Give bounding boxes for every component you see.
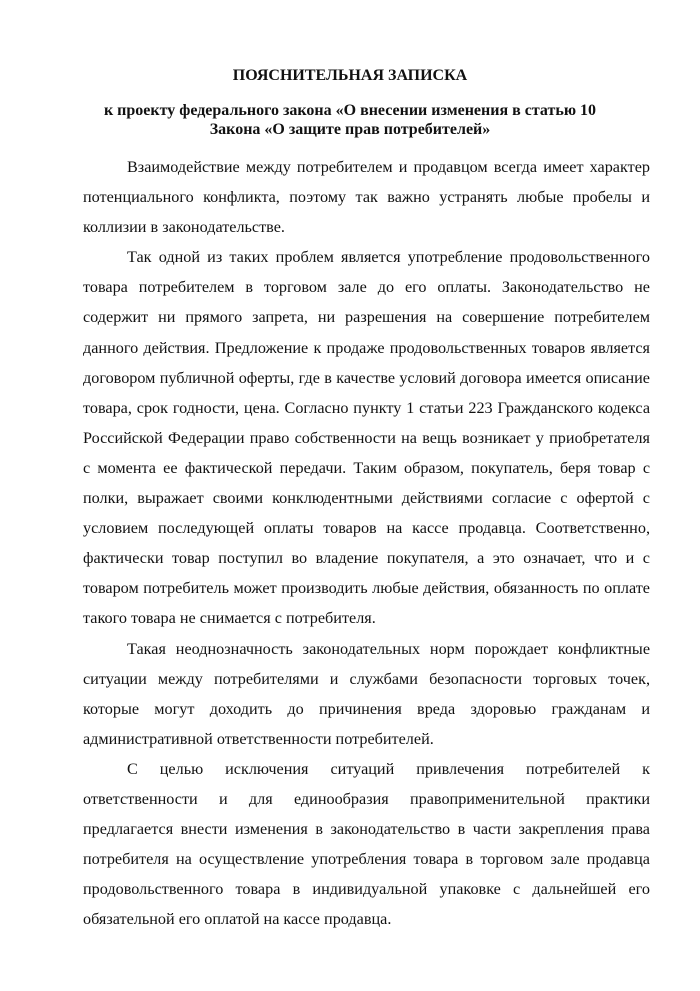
paragraph: Такая неоднозначность законодательных норм порождает конфликтные ситуации между потребителями и службами безопасности торговых точек, которые могут доходить до причинения вреда здоровью гражданам и административной ответственности потребителей. [83, 639, 650, 748]
paragraph: Взаимодействие между потребителем и продавцом всегда имеет характер потенциального конфликта, поэтому так важно устранять любые пробелы и коллизии в законодательстве. [83, 158, 650, 237]
document-body [83, 152, 650, 934]
document-subtitle [60, 101, 640, 139]
subtitle-line: к проекту федерального закона «О внесении изменения в статью 10 [103, 102, 597, 119]
paragraph: С целью исключения ситуаций привлечения потребителей к ответственности и для единообразия правоприменительной практики предлагается внести изменения в законодательство в части закрепления права потребителя на осуществление употребления товара в торговом зале продавца продовольственного товара в индивидуальной упаковке с дальнейшей его обязательной его оплатой на кассе продавца. [83, 759, 650, 929]
document-title: ПОЯСНИТЕЛЬНАЯ ЗАПИСКА [232, 67, 468, 84]
paragraph: Так одной из таких проблем является употребление продовольственного товара потребителем в торговом зале до его оплаты. Законодательство не содержит ни прямого запрета, ни разрешения на совершение потребителем данного действия. Предложение к продаже продовольственных товаров является договором публичной оферты, где в качестве условий договора имеется описание товара, срок годности, цена. Согласно пункту 1 статьи 223 Гражданского кодекса Российской Федерации право собственности на вещь возникает у приобретателя с момента ее фактической передачи. Таким образом, покупатель, беря товар с полки, выражает своими конклюдентными действиями согласие с офертой с условием последующей оплаты товаров на кассе продавца. Соответственно, фактически товар поступил во владение покупателя, а это означает, что и с товаром потребитель может производить любые действия, обязанность по оплате такого товара не снимается с потребителя. [83, 248, 650, 628]
subtitle-line: Закона «О защите прав потребителей» [209, 121, 491, 138]
